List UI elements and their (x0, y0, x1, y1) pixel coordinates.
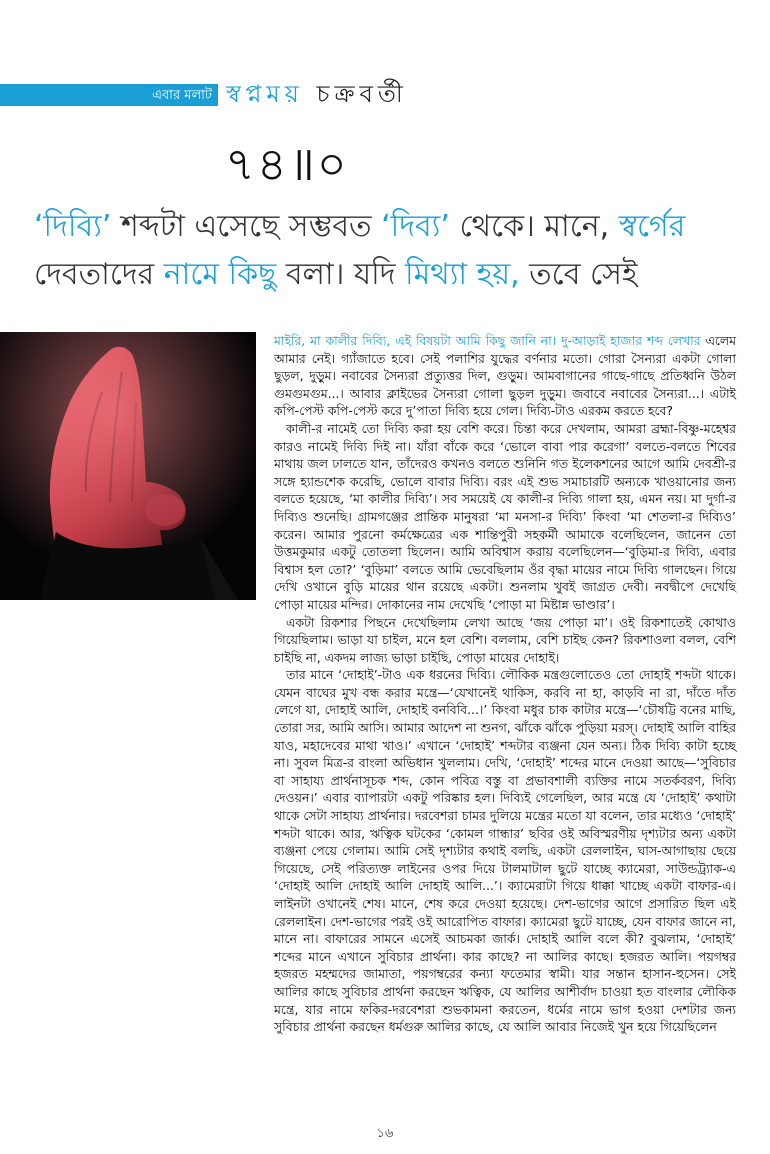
issue-number: ৭৪॥০ (225, 137, 349, 191)
headline-highlight-swarger: স্বর্গের (618, 209, 686, 244)
headline-highlight-naame: নামে কিছু (163, 257, 277, 292)
praying-hands-photo (0, 332, 256, 600)
article-paragraph-4: তার মানে ‘দোহাই’-টাও এক ধরনের দিব্যি। লৌকিক মন্ত্রগুলোতেও তো দোহাই শব্দটা থাকে। যেমন বাঘের মুখ বন্ধ করার মন্ত্রে—‘যেখানেই থাকিস, করবি না হা, কাড়বি না রা, দাঁতে দাঁত লেগে যা, দোহাই আলি, দোহাই বনবিবি...।’ কিংবা মধুর চাক কাটার মন্ত্রে—‘চৌষট্টি বনের মাছি, তোরা সর, আমি আসি। আমার আদেশ না শুনগ, ঝাঁকে ঝাঁকে পুড়িয়া মরস্। দোহাই আলি বাহির যাও, মহাদেবের মাথা খাও।’ এখানে ‘দোহাই’ শব্দটার ব্যঞ্জনা যেন অন্য। ঠিক দিব্যি কাটা হচ্ছে না। সুবল মিত্র-র বাংলা অভিধান খুললাম। দেখি, ‘দোহাই’ শব্দের মানে দেওয়া আছে—‘সুবিচার বা সাহায্য প্রার্থনাসূচক শব্দ, কোন পবিত্র বস্তু বা প্রভাবশালী ব্যক্তির নামে সতর্কবরণ, দিব্যি দেওয়ন।’ এবার ব্যাপারটা একটু পরিষ্কার হল। দিব্যিই গেলেছিল, আর মন্ত্রে যে ‘দোহাই’ কথাটা থাকে সেটা সাহায্য প্রার্থনার। দরবেশরা চামর দুলিয়ে মন্ত্রের মতো যা বলেন, তার মধ্যেও ‘দোহাই’ শব্দটা থাকে। আর, ঋত্বিক ঘটকের ‘কোমল গান্ধার’ ছবির ওই অবিস্মরণীয় দৃশ্যটার অন্য একটা ব্যঞ্জনা পেয়ে গেলাম। আমি সেই দৃশ্যটার কথাই বলছি, একটা রেললাইন, ঘাস-আগাছায় ছেয়ে গিয়েছে, সেই পরিত্যক্ত লাইনের ওপর দিয়ে টালমাটাল ছুটে যাচ্ছে ক্যামেরা, সাউন্ডট্র্যাক-এ ‘দোহাই আলি দোহাই আলি দোহাই আলি...’। ক্যামেরাটা গিয়ে ধাক্কা খাচ্ছে একটা বাফার-এ। লাইনটা ওখানেই শেষ। মানে, শেষ করে দেওয়া হয়েছে। দেশ-ভাগের আগে প্রসারিত ছিল এই রেললাইন। দেশ-ভাগের পরই ওই আরোপিত বাফার। ক্যামেরা ছুটে যাচ্ছে, যেন বাফার জানে না, মানে না। বাফারের সামনে এসেই আচমকা জার্ক। দোহাই আলি বলে কী? বুঝলাম, ‘দোহাই’ শব্দের মানে এখানে সুবিচার প্রার্থনা। কার কাছে? না আলির কাছে। হজরত আলি। পয়গম্বর হজরত মহম্মদের জামাতা, পয়গম্বরের কন্যা ফতেমার স্বামী। যার সন্তান হাসান-হুসেন। সেই আলির কাছে সুবিচার প্রার্থনা করছেন ঋত্বিক, যে আলির আশীর্বাদ চাওয়া হত বাংলার লৌকিক মন্ত্রে, যার নামে ফকির-দরবেশরা শুভকামনা করতেন, ধর্মের নামে ভাগ হওয়া দেশটার জন্য সুবিচার প্রার্থনা করছেন ধর্মগুরু আলির কাছে, যে আলি আবার নিজেই খুন হয়ে গিয়েছিলেন (274, 667, 736, 1035)
article-paragraph-2: কালী-র নামেই তো দিব্যি করা হয় বেশি করে। চিন্তা করে দেখলাম, আমরা ব্রহ্মা-বিষ্ণু-মহেশ্বর কারও নামেই দিব্যি দিই না। যাঁরা বাঁকে করে ‘ভোলে বাবা পার করেগা’ বলতে-বলতে শিবের মাথায় জল ঢালতে যান, তাঁদেরও কখনও বলতে শুনিনি গত ইলেকশনের আগে আমি দেবশ্রী-র সঙ্গে হ্যান্ডশেক করেছি, ভোলে বাবার দিব্যি। বরং এই শুভ সমাচারটি অন্যকে খাওয়ানোর জন্য বলতে হয়েছে, ‘মা কালীর দিব্যি’। সব সময়েই যে কালী-র দিব্যি গালা হয়, এমন নয়। মা দুর্গা-র দিব্যিও শুনেছি। গ্রামগঞ্জের প্রান্তিক মানুষরা ‘মা মনসা-র দিব্যি’ কিংবা ‘মা শেতলা-র দিব্যিও’ করেন। আমার পুরনো কর্মক্ষেত্রের এক শান্তিপুরী সহকর্মী আমাকে বলেছিলেন, জানেন তো উত্তমকুমার একটু তোতলা ছিলেন। আমি অবিশ্বাস করায় বলেছিলেন—‘বুড়িমা-র দিব্যি, এবার বিশ্বাস হল তো?’ ‘বুড়িমা’ বলতে আমি ভেবেছিলাম ওঁর বৃদ্ধা মায়ের নামে দিব্যি গালছেন। গিয়ে দেখি ওখানে বুড়ি মায়ের থান রয়েছে একটা। শুনলাম খুবই জাগ্রত দেবী। নবদ্বীপে দেখেছি পোড়া মায়ের মন্দির। দোকানের নাম দেখেছি ‘পোড়া মা মিষ্টান্ন ভাণ্ডার’। (274, 420, 736, 612)
article-lead-line: মাইরি, মা কালীর দিব্যি, এই বিষয়টা আমি কিছু জানি না। দু-আড়াই হাজার শব্দ লেখার (274, 333, 701, 348)
headline-quote-dibbi: ‘দিব্যি’ (34, 209, 112, 244)
headline (34, 203, 754, 299)
headline-text: দেবতাদের (34, 257, 164, 292)
headline-text: বলা। যদি (276, 257, 406, 292)
article-paragraph-1-text: এলেম আমার নেই। গ্যাঁজাতে হবে। সেই পলাশির যুদ্ধের বর্ণনার মতো। গোরা সৈন্যরা একটা গোলা ছুড়ল, দুড়ুম। নবাবের সৈন্যরা প্রত্যুত্তর দিল, গুড়ুম। আমবাগানের গাছে-গাছে প্রতিধ্বনি উঠল গুমগুমগুম...। আবার ক্লাইভের সৈন্যরা গোলা ছুড়ল দুড়ুম। জবাবে নবাবের সৈন্যরা...। এটাই কপি-পেস্ট কপি-পেস্ট করে দু’পাতা দিব্যি হয়ে গেল। দিব্যি-টাও এরকম করতে হবে? (274, 333, 736, 419)
author-last-name: চক্রবর্তী (316, 80, 408, 108)
section-header-bar (0, 84, 218, 106)
headline-text: থেকে। মানে, (449, 209, 619, 244)
author-name (226, 76, 408, 116)
headline-text: শব্দটা এসেছে সম্ভবত (111, 209, 382, 244)
article-paragraph-1 (274, 332, 736, 420)
headline-highlight-mithya: মিথ্যা হয়, (405, 257, 520, 292)
author-first-name: স্বপ্নময় (226, 80, 304, 108)
article-paragraph-3: একটা রিকশার পিছনে দেখেছিলাম লেখা আছে ‘জয় পোড়া মা’। ওই রিকশাতেই কোথাও গিয়েছিলাম। ভাড়া যা চাইল, মনে হল বেশি। বললাম, বেশি চাইছ কেন? রিকশাওলা বলল, বেশি চাইছি না, একদম লাজ্য ভাড়া চাইছি, পোড়া মায়ের দোহাই। (274, 614, 736, 665)
article-body (274, 332, 736, 1036)
praying-hands-illustration (0, 332, 256, 600)
headline-text: তবে সেই (519, 257, 638, 292)
page-number: ১৬ (376, 1126, 394, 1141)
headline-quote-dibbo: ‘দিব্য’ (381, 209, 450, 244)
section-label: এবার মলাট (152, 88, 212, 103)
